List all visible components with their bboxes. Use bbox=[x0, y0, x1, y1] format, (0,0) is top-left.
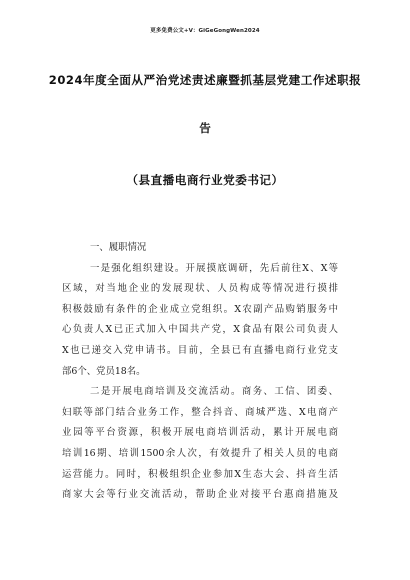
document-title-line-1: 2024年度全面从严治党述责述廉暨抓基层党建工作述职报 bbox=[48, 73, 362, 87]
document-body bbox=[62, 238, 338, 506]
document-title-line-2: 告 bbox=[199, 121, 211, 135]
paragraph-line: 妇联等部门结合业务工作，整合抖音、商城严选、X电商产 bbox=[62, 406, 338, 418]
paragraph-line: 业园等平台资源，积极开展电商培训活动，累计开展电商 bbox=[62, 427, 338, 439]
paragraph-line: 区域，对当地企业的发展现状、人员构成等情况进行摸排 bbox=[62, 283, 338, 295]
paragraph-line: X也已递交入党申请书。目前，全县已有直播电商行业党支 bbox=[62, 344, 338, 356]
paragraph-line: 积极鼓励有条件的企业成立党组织。X农副产品购销服务中 bbox=[62, 303, 338, 315]
document-subtitle: （县直播电商行业党委书记） bbox=[126, 173, 284, 187]
paragraph-line: 二是开展电商培训及交流活动。商务、工信、团委、 bbox=[90, 386, 338, 398]
paragraph-line: 商家大会等行业交流活动，帮助企业对接平台惠商措施及 bbox=[62, 489, 338, 501]
section-heading-1: 一、履职情况 bbox=[90, 242, 147, 253]
paragraph-line: 一是强化组织建设。开展摸底调研，先后前往X、X等 bbox=[90, 262, 338, 274]
paragraph-line: 部6个、党员18名。 bbox=[62, 365, 146, 377]
paragraph-line: 心负责人X已正式加入中国共产党，X食品有限公司负责人 bbox=[62, 324, 338, 336]
paragraph-line: 运营能力。同时，积极组织企业参加X生态大会、抖音生活 bbox=[62, 468, 338, 480]
paragraph-line: 培训16期、培训1500余人次，有效提升了相关人员的电商 bbox=[62, 447, 338, 459]
header-watermark: 更多免费公文+V：GiGeGongWen2024 bbox=[150, 28, 260, 34]
